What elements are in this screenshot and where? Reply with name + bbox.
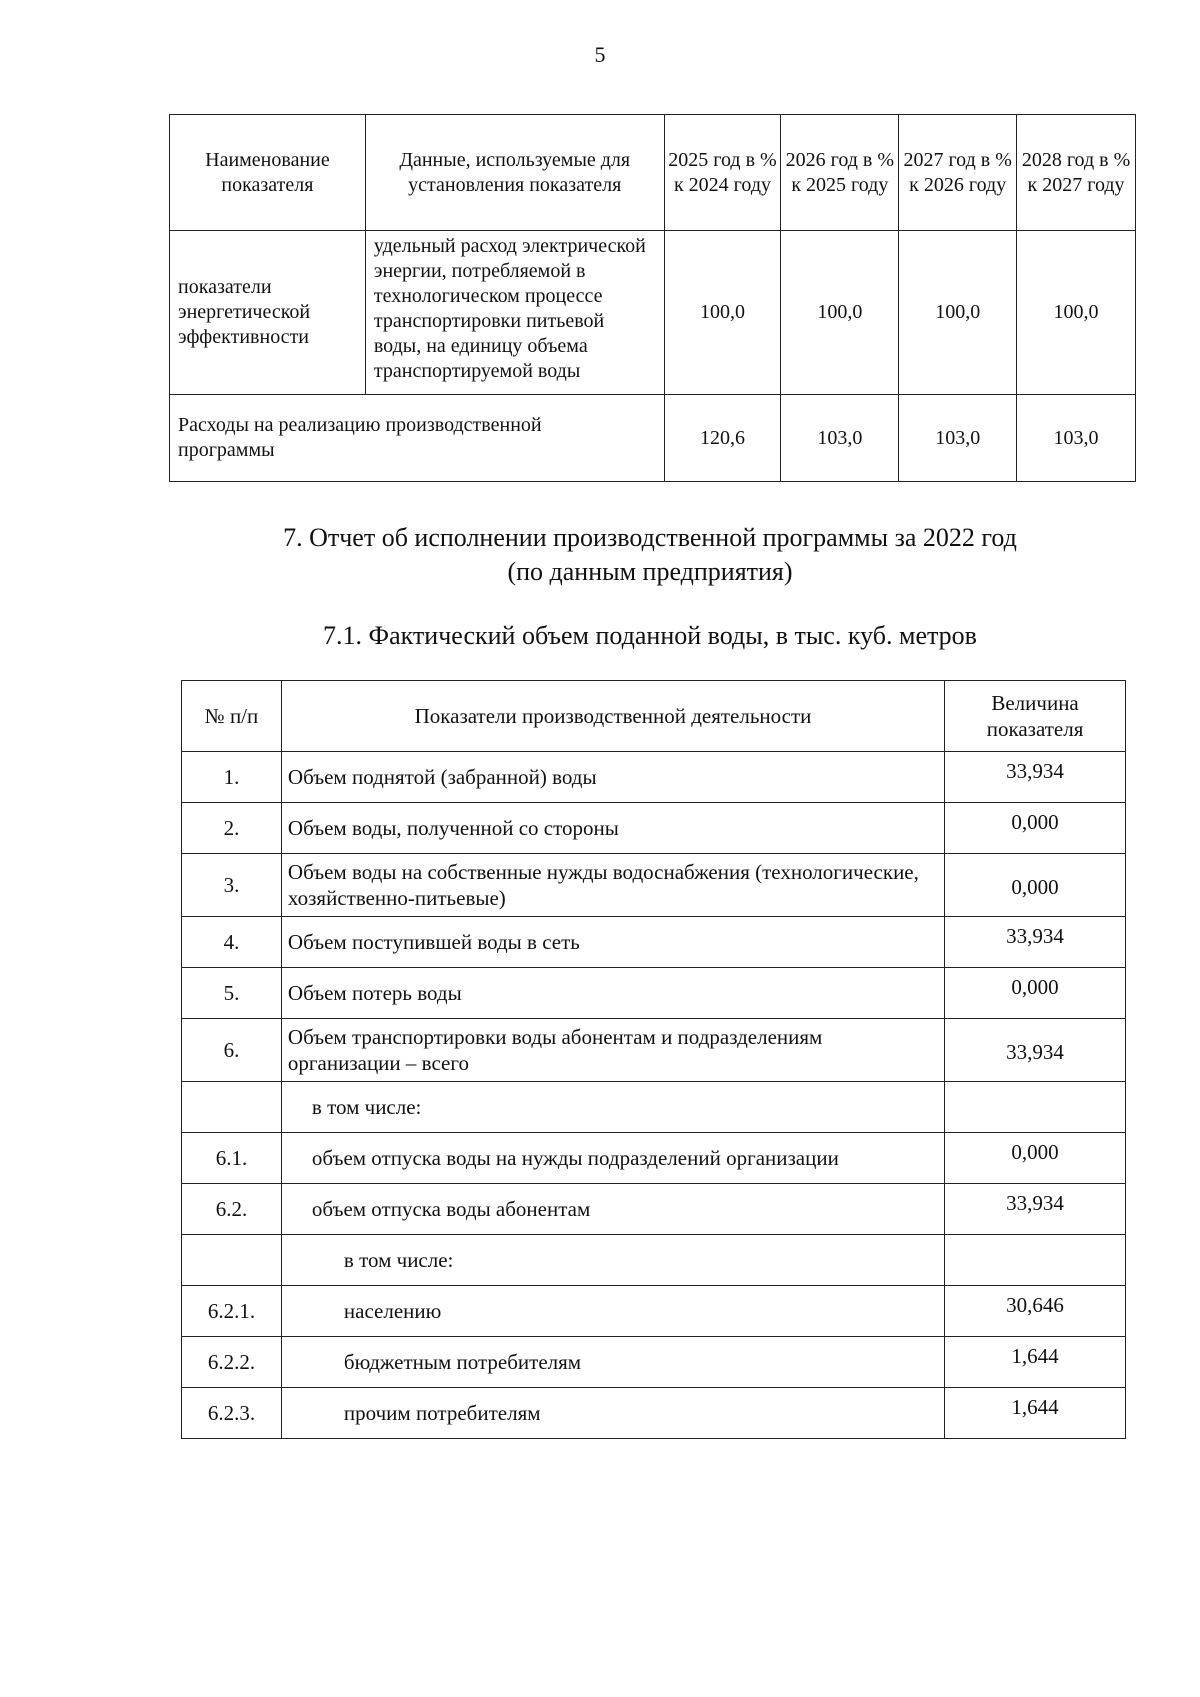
- table-row: [182, 1133, 1126, 1184]
- header-year-2027: 2027 год в % к 2026 году: [899, 115, 1017, 231]
- row-value: 0,000: [945, 803, 1126, 854]
- table-row: [170, 395, 1136, 482]
- row-label: прочим потребителям: [281, 1388, 944, 1439]
- row-number: 6.2.2.: [182, 1337, 282, 1388]
- row-number: [182, 1235, 282, 1286]
- row-value: 1,644: [945, 1388, 1126, 1439]
- row-expenses-label: Расходы на реализацию производственной программы: [170, 395, 665, 482]
- row-data-used: удельный расход электрической энергии, потребляемой в технологическом процессе транспортировки питьевой воды, на единицу объема транспортируемой воды: [365, 231, 664, 395]
- header-data-used: Данные, используемые для установления показателя: [365, 115, 664, 231]
- row-number: 6.: [182, 1019, 282, 1082]
- section-7-heading: [0, 521, 1200, 589]
- row-label: Объем транспортировки воды абонентам и подразделениям организации – всего: [281, 1019, 944, 1082]
- section-7-1-heading: 7.1. Фактический объем поданной воды, в тыс. куб. метров: [323, 621, 977, 650]
- section-7-title: 7. Отчет об исполнении производственной программы за 2022 год: [283, 523, 1017, 552]
- row-value: 33,934: [945, 1184, 1126, 1235]
- value-2025: 100,0: [664, 231, 781, 395]
- table-row: [182, 1184, 1126, 1235]
- row-label: Объем потерь воды: [281, 968, 944, 1019]
- table-row: [182, 1019, 1126, 1082]
- value-2028: 100,0: [1017, 231, 1136, 395]
- row-number: 6.2.3.: [182, 1388, 282, 1439]
- row-label: Объем воды, полученной со стороны: [281, 803, 944, 854]
- row-label: в том числе:: [281, 1082, 944, 1133]
- table-row: [182, 917, 1126, 968]
- row-label: объем отпуска воды абонентам: [281, 1184, 944, 1235]
- row-label: Объем воды на собственные нужды водоснабжения (технологические, хозяйственно-питьевые): [281, 854, 944, 917]
- row-value: [945, 1082, 1126, 1133]
- header-indicator: Показатели производственной деятельности: [281, 681, 944, 752]
- table-header-row: [182, 681, 1126, 752]
- row-indicator-name: показатели энергетической эффективности: [170, 231, 366, 395]
- value-2028: 103,0: [1017, 395, 1136, 482]
- table-row: [182, 968, 1126, 1019]
- row-value: 33,934: [945, 752, 1126, 803]
- row-number: 6.2.1.: [182, 1286, 282, 1337]
- row-value: 33,934: [945, 1019, 1126, 1082]
- row-number: [182, 1082, 282, 1133]
- row-value: 0,000: [945, 1133, 1126, 1184]
- page-number: 5: [594, 42, 606, 67]
- row-number: 6.2.: [182, 1184, 282, 1235]
- row-label: объем отпуска воды на нужды подразделений организации: [281, 1133, 944, 1184]
- header-indicator-name: Наименование показателя: [170, 115, 366, 231]
- row-number: 6.1.: [182, 1133, 282, 1184]
- row-value: [945, 1235, 1126, 1286]
- row-number: 4.: [182, 917, 282, 968]
- table-row: [182, 854, 1126, 917]
- table-row: [182, 1082, 1126, 1133]
- table-row: [170, 231, 1136, 395]
- header-year-2026: 2026 год в % к 2025 году: [781, 115, 899, 231]
- water-volume-table: [181, 680, 1126, 1439]
- table-row: [182, 1337, 1126, 1388]
- row-value: 30,646: [945, 1286, 1126, 1337]
- value-2027: 100,0: [899, 231, 1017, 395]
- value-2026: 103,0: [781, 395, 899, 482]
- value-2025: 120,6: [664, 395, 781, 482]
- row-label: Объем поднятой (забранной) воды: [281, 752, 944, 803]
- header-year-2028: 2028 год в % к 2027 году: [1017, 115, 1136, 231]
- row-value: 0,000: [945, 854, 1126, 917]
- row-value: 0,000: [945, 968, 1126, 1019]
- row-number: 1.: [182, 752, 282, 803]
- header-row-number: № п/п: [182, 681, 282, 752]
- header-value: Величина показателя: [945, 681, 1126, 752]
- target-indicators-table: [169, 114, 1136, 482]
- table-row: [182, 803, 1126, 854]
- table-row: [182, 1286, 1126, 1337]
- table-row: [182, 752, 1126, 803]
- row-value: 33,934: [945, 917, 1126, 968]
- section-7-subtitle: (по данным предприятия): [507, 557, 793, 586]
- table-header-row: [170, 115, 1136, 231]
- value-2026: 100,0: [781, 231, 899, 395]
- header-year-2025: 2025 год в % к 2024 году: [664, 115, 781, 231]
- row-number: 5.: [182, 968, 282, 1019]
- table-row: [182, 1235, 1126, 1286]
- row-label: бюджетным потребителям: [281, 1337, 944, 1388]
- row-label: Объем поступившей воды в сеть: [281, 917, 944, 968]
- row-label: населению: [281, 1286, 944, 1337]
- value-2027: 103,0: [899, 395, 1017, 482]
- table-row: [182, 1388, 1126, 1439]
- row-value: 1,644: [945, 1337, 1126, 1388]
- row-number: 3.: [182, 854, 282, 917]
- row-number: 2.: [182, 803, 282, 854]
- row-label: в том числе:: [281, 1235, 944, 1286]
